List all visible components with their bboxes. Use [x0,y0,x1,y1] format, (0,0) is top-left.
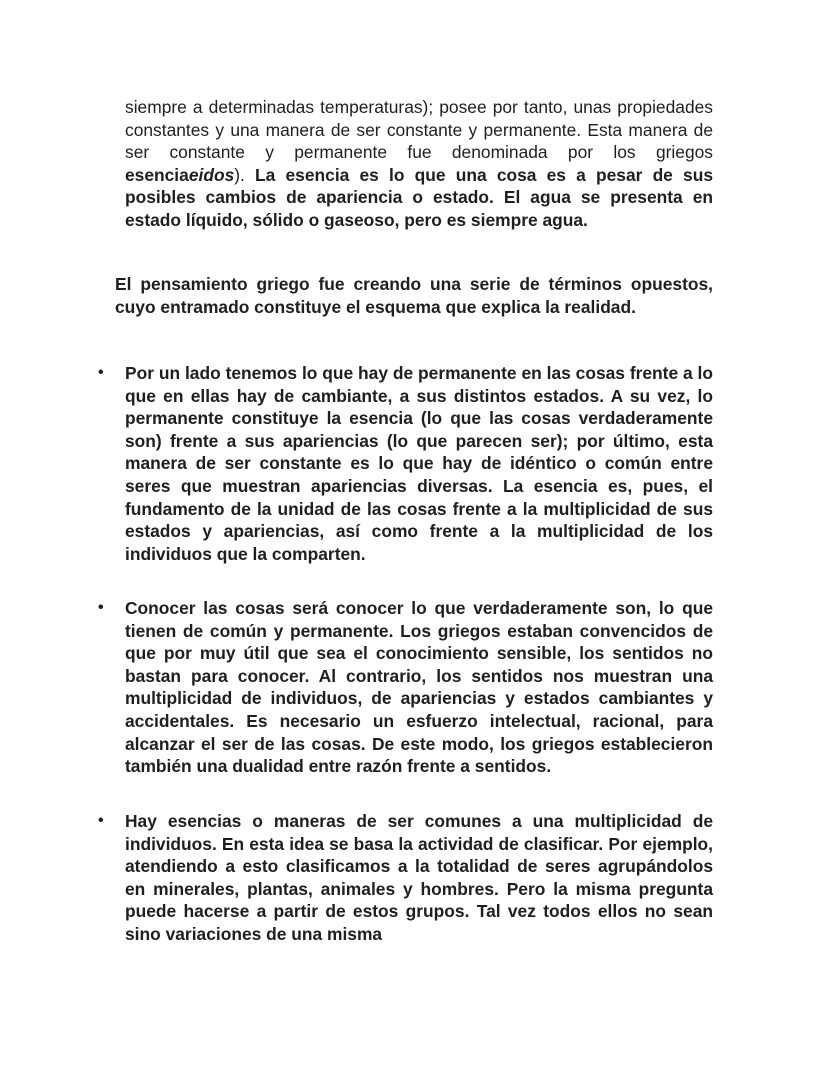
bullet-item-knowledge [98,597,713,778]
intro-term-eidos: eidos [188,164,235,185]
bullet-marker: • [98,812,104,829]
intro-close-paren: ). [234,164,245,185]
bullet-text: Por un lado tenemos lo que hay de permanente en las cosas frente a lo que en ellas hay de cambiante, a sus distintos estados. A su vez, lo permanente constituye la esencia (lo que las cosas verdaderamente son) frente a sus apariencias (lo que parecen ser); por último, esta manera de ser constante es lo que hay de idéntico o común entre seres que muestran apariencias diversas. La esencia es, pues, el fundamento de la unidad de las cosas frente a la multiplicidad de sus estados y apariencias, así como frente a la multiplicidad de los individuos que la comparten. [125,363,713,564]
bullet-marker: • [98,364,104,381]
bullet-marker: • [98,599,104,616]
bullet-text: Hay esencias o maneras de ser comunes a una multiplicidad de individuos. En esta idea se basa la actividad de clasificar. Por ejemplo, atendiendo a esto clasificamos a la totalidad de seres agrupándolos en minerales, plantas, animales y hombres. Pero la misma pregunta puede hacerse a partir de estos grupos. Tal vez todos ellos no sean sino variaciones de una misma [125,811,713,944]
intro-term-esencia: esencia [125,164,189,185]
bullet-item-classification [98,810,713,946]
intro-bold-text: La esencia es lo que una cosa es a pesar de sus posibles cambios de apariencia o estado. El agua se presenta en estado líquido, sólido o gaseoso, pero es siempre agua. [125,164,713,230]
bullet-text: Conocer las cosas será conocer lo que verdaderamente son, lo que tienen de común y permanente. Los griegos estaban convencidos de que por muy útil que sea el conocimiento sensible, los sentidos no bastan para conocer. Al contrario, los sentidos nos muestran una multiplicidad de individuos, de apariencias y estados cambiantes y accidentales. Es necesario un esfuerzo intelectual, racional, para alcanzar el ser de las cosas. De este modo, los griegos establecieron también una dualidad entre razón frente a sentidos. [125,598,713,777]
intro-paragraph [125,96,713,232]
opposites-paragraph: El pensamiento griego fue creando una serie de términos opuestos, cuyo entramado constituye el esquema que explica la realidad. [115,274,713,317]
intro-normal-text: siempre a determinadas temperaturas); posee por tanto, unas propiedades constantes y una manera de ser constante y permanente. Esta manera de ser constante y permanente fue denominada por los griegos [125,97,713,163]
bullet-item-permanence [98,362,713,565]
